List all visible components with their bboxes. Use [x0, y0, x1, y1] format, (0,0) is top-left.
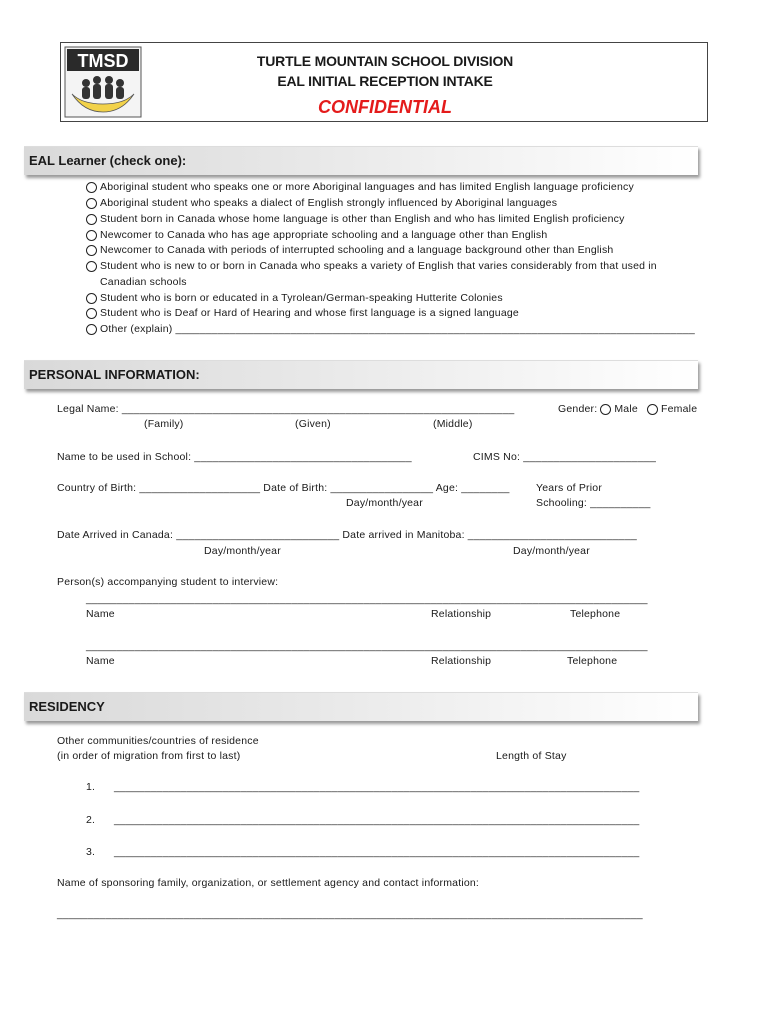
migration-order-label: (in order of migration from first to last) — [57, 750, 241, 762]
eal-option[interactable]: Student who is new to or born in Canada who speaks a variety of English that varies considerably from that used in — [86, 260, 657, 272]
radio-icon[interactable] — [86, 198, 97, 209]
eal-option[interactable]: Student born in Canada whose home language is other than English and who has limited English proficiency — [86, 213, 625, 225]
birth-info-field[interactable]: Country of Birth: ____________________ Date of Birth: _________________ Age: ________ — [57, 482, 510, 494]
arrived-canada-format: Day/month/year — [204, 545, 281, 557]
header-title: TURTLE MOUNTAIN SCHOOL DIVISION — [256, 53, 514, 69]
radio-icon[interactable] — [86, 214, 97, 225]
years-prior-label: Years of Prior — [536, 482, 603, 494]
residency-item-number: 2. — [86, 814, 96, 826]
header-subtitle: EAL INITIAL RECEPTION INTAKE — [277, 73, 493, 89]
legal-name-field[interactable]: Legal Name: _________________________________________________________________ — [57, 403, 515, 415]
eal-option[interactable]: Student who is Deaf or Hard of Hearing and whose first language is a signed language — [86, 307, 519, 319]
persons-accompanying-label: Person(s) accompanying student to interview: — [57, 576, 279, 588]
eal-option-continued: Canadian schools — [100, 276, 187, 288]
residency-heading: RESIDENCY — [29, 699, 105, 714]
residency-item-number: 3. — [86, 846, 96, 858]
residency-section-bar — [24, 692, 698, 721]
confidential-label: CONFIDENTIAL — [318, 97, 452, 117]
eal-option[interactable]: Aboriginal student who speaks a dialect of English strongly influenced by Aboriginal languages — [86, 197, 557, 209]
eal-option[interactable]: Newcomer to Canada who has age appropriate schooling and a language other than English — [86, 229, 547, 241]
residency-item-number: 1. — [86, 781, 96, 793]
middle-label: (Middle) — [433, 418, 473, 430]
gender-label: Gender: — [558, 403, 598, 415]
eal-heading: EAL Learner (check one): — [29, 153, 187, 168]
cims-field[interactable]: CIMS No: ______________________ — [473, 451, 657, 463]
family-label: (Family) — [144, 418, 184, 430]
residency-line-3[interactable]: _______________________________________________________________________________________ — [114, 846, 640, 858]
eal-option[interactable]: Newcomer to Canada with periods of interrupted schooling and a language background other than English — [86, 244, 613, 256]
schooling-field[interactable]: Schooling: __________ — [536, 497, 651, 509]
accompany-line-1[interactable]: _____________________________________________________________________________________________ — [86, 593, 648, 605]
personal-heading: PERSONAL INFORMATION: — [29, 367, 200, 382]
other-communities-label: Other communities/countries of residence — [57, 735, 259, 747]
gender-male: Male — [614, 403, 638, 415]
radio-icon[interactable] — [647, 404, 658, 415]
arrived-manitoba-format: Day/month/year — [513, 545, 590, 557]
residency-line-1[interactable]: _______________________________________________________________________________________ — [114, 781, 640, 793]
relationship-label: Relationship — [431, 608, 492, 620]
logo-text: TMSD — [77, 51, 129, 71]
school-name-field[interactable]: Name to be used in School: ____________________________________ — [57, 451, 412, 463]
arrival-dates-field[interactable]: Date Arrived in Canada: ___________________________ Date arrived in Manitoba: ____________________________ — [57, 529, 637, 541]
given-label: (Given) — [295, 418, 331, 430]
gender-field — [558, 403, 697, 415]
sponsor-label: Name of sponsoring family, organization, or settlement agency and contact information: — [57, 877, 480, 889]
eal-option[interactable]: Aboriginal student who speaks one or more Aboriginal languages and has limited English language proficiency — [86, 181, 634, 193]
relationship-label: Relationship — [431, 655, 492, 667]
sponsor-line[interactable]: _________________________________________________________________________________________________ — [57, 908, 643, 920]
personal-section-bar — [24, 360, 698, 389]
residency-line-2[interactable]: _______________________________________________________________________________________ — [114, 814, 640, 826]
name-label: Name — [86, 608, 115, 620]
name-label: Name — [86, 655, 115, 667]
dob-format-label: Day/month/year — [346, 497, 423, 509]
tmsd-logo — [64, 46, 142, 118]
radio-icon[interactable] — [86, 230, 97, 241]
radio-icon[interactable] — [86, 324, 97, 335]
gender-female: Female — [661, 403, 698, 415]
radio-icon[interactable] — [86, 245, 97, 256]
radio-icon[interactable] — [86, 182, 97, 193]
eal-option-other[interactable]: Other (explain) ______________________________________________________________________________________ — [86, 323, 695, 335]
eal-section-bar — [24, 146, 698, 175]
length-of-stay-label: Length of Stay — [496, 750, 567, 762]
radio-icon[interactable] — [86, 308, 97, 319]
eal-option[interactable]: Student who is born or educated in a Tyrolean/German-speaking Hutterite Colonies — [86, 292, 503, 304]
radio-icon[interactable] — [86, 293, 97, 304]
accompany-line-2[interactable]: _____________________________________________________________________________________________ — [86, 640, 648, 652]
radio-icon[interactable] — [86, 261, 97, 272]
radio-icon[interactable] — [600, 404, 611, 415]
telephone-label: Telephone — [570, 608, 621, 620]
telephone-label: Telephone — [567, 655, 618, 667]
